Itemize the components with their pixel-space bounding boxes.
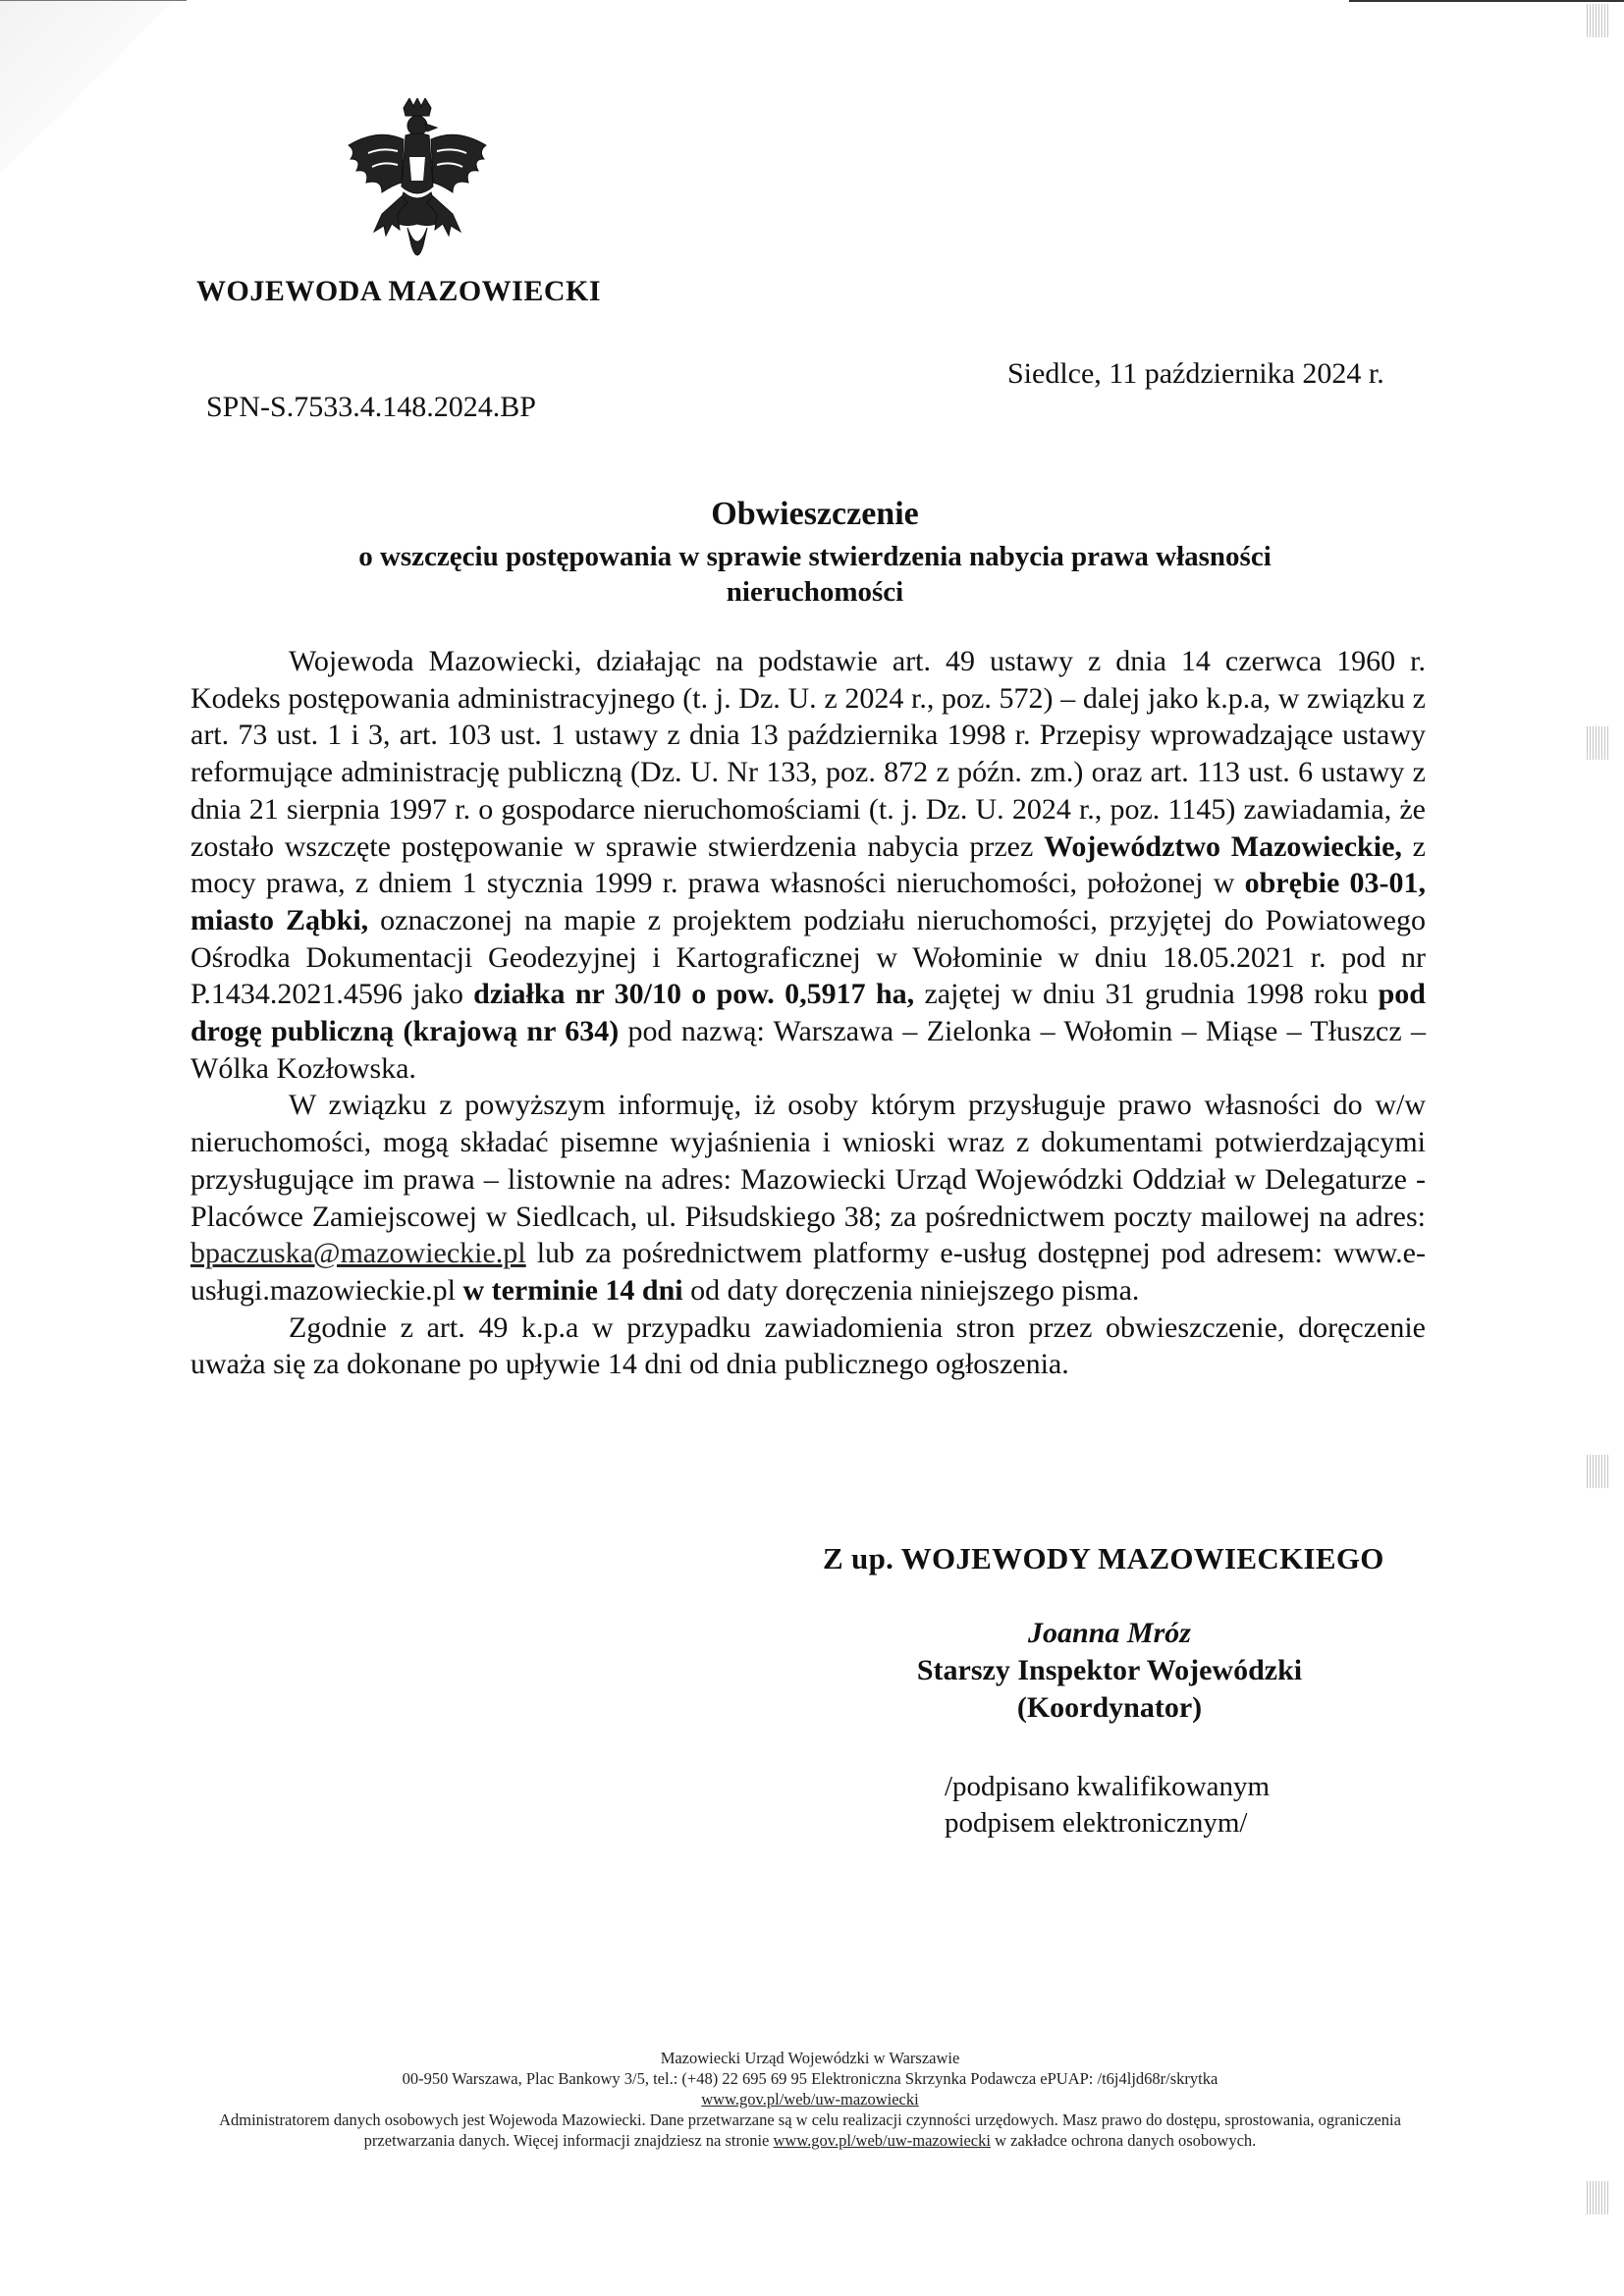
footer-website-link[interactable]: www.gov.pl/web/uw-mazowiecki xyxy=(701,2090,919,2109)
page-footer xyxy=(187,2048,1434,2151)
signer-block xyxy=(844,1615,1375,1727)
electronic-signature-note: /podpisano kwalifikowanym podpisem elektronicznym/ xyxy=(945,1771,1271,1839)
scan-edge-line xyxy=(1349,0,1624,2)
polish-eagle-emblem-icon xyxy=(339,98,496,270)
scan-margin-mark xyxy=(1587,4,1608,37)
entity-name: Województwo Mazowieckie, xyxy=(1044,829,1402,863)
paragraph-delivery-note: Zgodnie z art. 49 k.p.a w przypadku zawiadomienia stron przez obwieszczenie, doręczenie uważa się za dokonane po upływie 14 dni od dnia publicznego ogłoszenia. xyxy=(190,1310,1426,1381)
notice-heading xyxy=(196,496,1434,610)
notice-body xyxy=(190,643,1426,1383)
footer-privacy-note: Administratorem danych osobowych jest Wojewoda Mazowiecki. Dane przetwarzane są w celu realizacji czynności urzędowych. Masz prawo do dostępu, sprostowania, ograniczenia przetwarzania danych. Więcej informacji znajdziesz na stronie www.gov.pl/web/uw-mazowiecki w zakładce ochrona danych osobowych. xyxy=(219,2110,1401,2150)
signer-role: (Koordynator) xyxy=(1016,1691,1203,1724)
on-behalf-line: Z up. WOJEWODY MAZOWIECKIEGO xyxy=(823,1541,1384,1575)
location-precinct: obrębie 03-01, miasto Ząbki, xyxy=(190,867,1427,936)
footer-address: 00-950 Warszawa, Plac Bankowy 3/5, tel.: (+48) 22 695 69 95 Elektroniczna Skrzynka Podawcza ePUAP: /t6j4ljd68r/skrytka xyxy=(402,2069,1218,2088)
issuing-authority: WOJEWODA MAZOWIECKI xyxy=(196,275,602,307)
paragraph-legal-basis: Wojewoda Mazowiecki, działając na podstawie art. 49 ustawy z dnia 14 czerwca 1960 r. Kodeks postępowania administracyjnego (t. j. Dz. U. z 2024 r., poz. 572) – dalej jako k.p.a, w związku z art. 73 ust. 1 i 3, art. 103 ust. 1 ustawy z dnia 13 października 1998 r. Przepisy wprowadzające ustawy reformujące administrację publiczną (Dz. U. Nr 133, poz. 872 z późn. zm.) oraz art. 113 ust. 6 ustawy z dnia 21 sierpnia 1997 r. o gospodarce nieruchomościami (t. j. Dz. U. 2024 r., poz. 1145) zawiadamia, że zostało wszczęte postępowanie w sprawie stwierdzenia nabycia przez Województwo Mazowieckie, z mocy prawa, z dniem 1 stycznia 1999 r. prawa własności nieruchomości, położonej w obrębie 03-01, miasto Ząbki, oznaczonej na mapie z projektem podziału nieruchomości, przyjętej do Powiatowego Ośrodka Dokumentacji Geodezyjnej i Kartograficznej w Wołominie w dniu 18.05.2021 r. pod nr P.1434.2021.4596 jako działka nr 30/10 o pow. 0,5917 ha, zajętej w dniu 31 grudnia 1998 roku pod drogę publiczną (krajową nr 634) pod nazwą: Warszawa – Zielonka – Wołomin – Miąse – Tłuszcz – Wólka Kozłowska. xyxy=(190,645,1427,1085)
signer-name: Joanna Mróz xyxy=(1028,1617,1191,1649)
scan-margin-mark xyxy=(1587,726,1608,760)
scan-margin-mark xyxy=(1587,1455,1608,1488)
privacy-website-link[interactable]: www.gov.pl/web/uw-mazowiecki xyxy=(773,2131,991,2150)
deadline: w terminie 14 dni xyxy=(462,1273,683,1307)
place-and-date: Siedlce, 11 października 2024 r. xyxy=(1007,357,1384,390)
paragraph-submission-info: W związku z powyższym informuję, iż osoby którym przysługuje prawo własności do w/w nieruchomości, mogą składać pisemne wyjaśnienia i wnioski wraz z dokumentami potwierdzającymi przysługujące im prawa – listownie na adres: Mazowiecki Urząd Wojewódzki Oddział w Delegaturze - Placówce Zamiejscowej w Siedlcach, ul. Piłsudskiego 38; za pośrednictwem poczty mailowej na adres: bpaczuska@mazowieckie.pl lub za pośrednictwem platformy e-usług dostępnej pod adresem: www.e-usługi.mazowieckie.pl w terminie 14 dni od daty doręczenia niniejszego pisma. xyxy=(190,1089,1426,1307)
scan-margin-mark xyxy=(1587,2181,1608,2215)
parcel-details: działka nr 30/10 o pow. 0,5917 ha, xyxy=(473,978,915,1011)
footer-office: Mazowiecki Urząd Wojewódzki w Warszawie xyxy=(660,2049,960,2067)
page-corner-fold xyxy=(0,0,187,196)
contact-email-link[interactable]: bpaczuska@mazowieckie.pl xyxy=(190,1237,526,1270)
road-designation: pod drogę publiczną (krajową nr 634) xyxy=(190,978,1426,1048)
signer-position: Starszy Inspektor Wojewódzki xyxy=(916,1654,1303,1686)
notice-subtitle: o wszczęciu postępowania w sprawie stwierdzenia nabycia prawa własności nieruchomości xyxy=(358,541,1272,608)
notice-title: Obwieszczenie xyxy=(711,496,919,532)
case-reference-number: SPN-S.7533.4.148.2024.BP xyxy=(206,391,536,423)
